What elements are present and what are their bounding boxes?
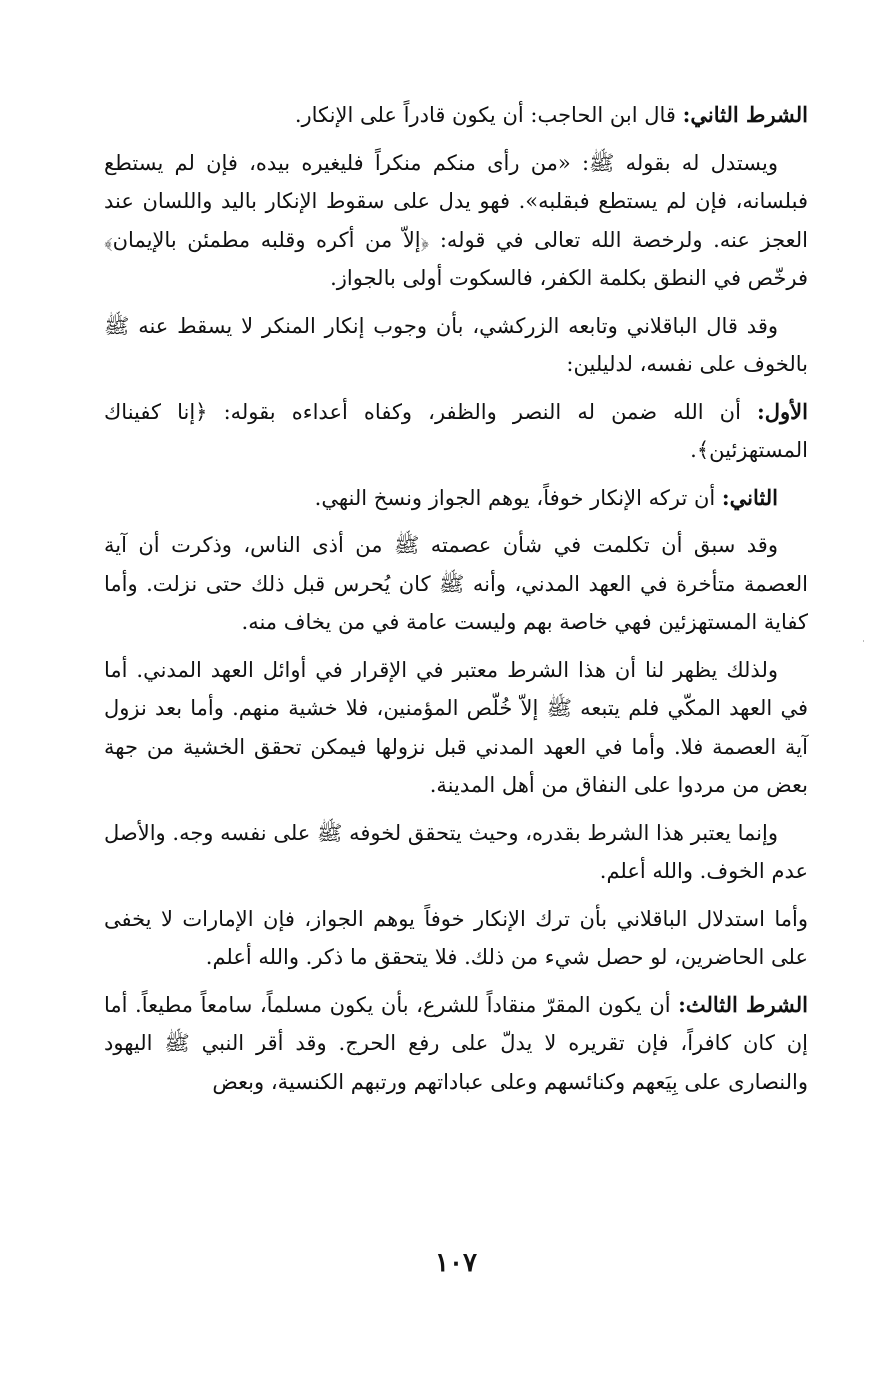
paragraph-text: وإنما يعتبر هذا الشرط بقدره، وحيث يتحقق لخوفه ﷺ على نفسه وجه. والأصل عدم الخوف. والله أعلم. xyxy=(104,820,808,883)
paragraph-first-evidence xyxy=(104,393,808,470)
paragraph-medinan-period xyxy=(104,651,808,805)
paragraph-hadith-evidence xyxy=(104,144,808,298)
paragraph-condition-measure xyxy=(104,814,808,891)
paragraph-baqillani-response xyxy=(104,900,808,977)
paragraph-lead: الثاني: xyxy=(721,484,778,510)
page-number: ١٠٧ xyxy=(435,1248,477,1278)
paragraph-protection-verse xyxy=(104,526,808,642)
paragraph-second-evidence xyxy=(104,479,808,518)
paragraph-condition-two xyxy=(104,96,808,135)
paragraph-text: أن يكون المقرّ منقاداً للشرع، بأن يكون مسلماً، سامعاً مطيعاً. أما إن كان كافراً، فإن تقريره لا يدلّ على رفع الحرج. وقد أقر النبي ﷺ اليهود والنصارى على بِيَعهم وكنائسهم وعلى عباداتهم ورتبهم الكنسية، وبعض xyxy=(104,992,808,1094)
paragraph-text: وقد سبق أن تكلمت في شأن عصمته ﷺ من أذى الناس، وذكرت أن آية العصمة متأخرة في العهد المدني، وأنه ﷺ كان يُحرس قبل ذلك حتى نزلت. وأما كفاية المستهزئين فهي خاصة بهم وليست عامة في من يخاف منه. xyxy=(104,533,808,634)
paragraph-lead: الشرط الثاني: xyxy=(682,102,808,127)
paragraph-text: أن تركه الإنكار خوفاً، يوهم الجواز ونسخ النهي. xyxy=(314,485,722,510)
paragraph-baqillani-view xyxy=(104,307,808,384)
paragraph-lead: الشرط الثالث: xyxy=(678,991,808,1017)
paragraph-text: وأما استدلال الباقلاني بأن ترك الإنكار خوفاً يوهم الجواز، فإن الإمارات لا يخفى على الحاضرين، لو حصل شيء من ذلك. فلا يتحقق ما ذكر. والله أعلم. xyxy=(104,906,808,969)
document-page xyxy=(104,96,808,1356)
paragraph-text: أن الله ضمن له النصر والظفر، وكفاه أعداءه بقوله: ﴿إنا كفيناك المستهزئين﴾. xyxy=(104,399,808,462)
paragraph-text: ويستدل له بقوله ﷺ: «من رأى منكم منكراً فليغيره بيده، فإن لم يستطع فبلسانه، فإن لم يستطع فبقلبه». فهو يدل على سقوط الإنكار باليد واللسان عند العجز عنه. ولرخصة الله تعالى في قوله: ﴿إلاّ من أكره وقلبه مطمئن بالإيمان﴾ فرخّص في النطق بكلمة الكفر، فالسكوت أولى بالجواز. xyxy=(104,150,808,290)
scan-edge-mark xyxy=(863,640,864,642)
paragraph-text: قال ابن الحاجب: أن يكون قادراً على الإنكار. xyxy=(294,103,683,127)
paragraph-lead: الأول: xyxy=(757,398,808,424)
paragraph-text: ولذلك يظهر لنا أن هذا الشرط معتبر في الإقرار في أوائل العهد المدني. أما في العهد المكّي فلم يتبعه ﷺ إلاّ خُلّص المؤمنين، فلا خشية منهم. وأما بعد نزول آية العصمة فلا. وأما في العهد المدني قبل نزولها فيمكن تحقق الخشية من جهة بعض من مردوا على النفاق من أهل المدينة. xyxy=(104,657,808,797)
paragraph-text: وقد قال الباقلاني وتابعه الزركشي، بأن وجوب إنكار المنكر لا يسقط عنه ﷺ بالخوف على نفسه، لدليلين: xyxy=(104,313,808,376)
paragraph-condition-three xyxy=(104,986,808,1102)
